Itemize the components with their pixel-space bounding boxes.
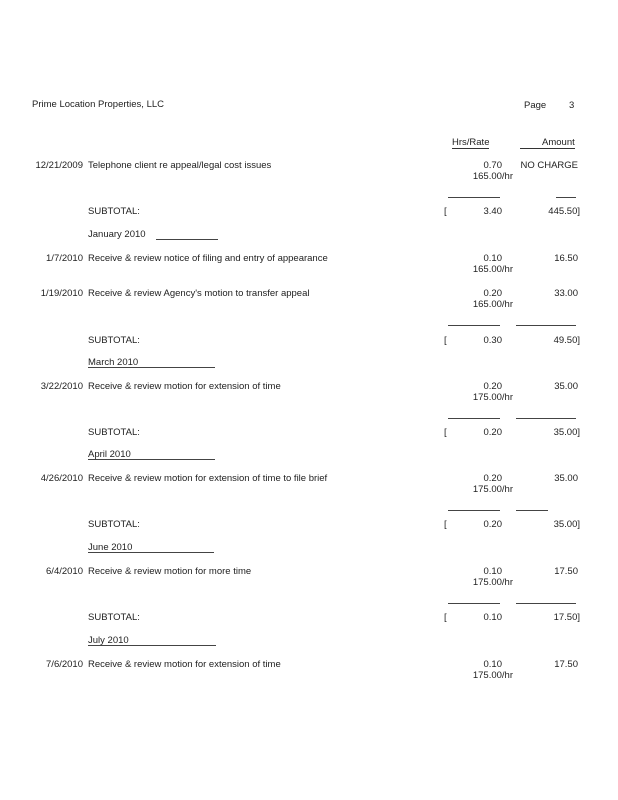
entry-description: Receive & review motion for extension of time [88, 381, 281, 392]
subtotal-amount: 445.50] [548, 206, 580, 217]
rule-line [88, 459, 215, 460]
entry-description: Receive & review notice of filing and entry of appearance [88, 253, 328, 264]
subtotal-hours: 0.30 [483, 335, 502, 346]
entry-rate: 175.00/hr [472, 392, 513, 403]
rule-line [88, 645, 216, 646]
entry-amount: 16.50 [554, 253, 578, 264]
entry-description: Receive & review motion for extension of time [88, 659, 281, 670]
column-header-hrs-rate: Hrs/Rate [452, 137, 490, 148]
rule-line [516, 603, 576, 604]
rule-line [448, 603, 500, 604]
subtotal-hours: 0.10 [483, 612, 502, 623]
subtotal-amount: 49.50] [553, 335, 580, 346]
subtotal-amount: 35.00] [553, 427, 580, 438]
subtotal-label: SUBTOTAL: [88, 206, 140, 217]
month-heading: January 2010 [88, 229, 146, 240]
subtotal-hours: 0.20 [483, 427, 502, 438]
month-heading: June 2010 [88, 542, 133, 553]
entry-description: Receive & review motion for more time [88, 566, 252, 577]
entry-hours: 0.20 [483, 381, 502, 392]
rule-line [88, 367, 215, 368]
rule-line [448, 197, 500, 198]
rule-line [556, 197, 576, 198]
entry-rate: 165.00/hr [472, 299, 513, 310]
entry-hours: 0.20 [483, 473, 502, 484]
entry-hours: 0.10 [483, 659, 502, 670]
rule-line [516, 510, 548, 511]
entry-amount: 33.00 [554, 288, 578, 299]
rule-line [448, 418, 500, 419]
subtotal-bracket: [ [444, 206, 447, 217]
rule-line [516, 325, 576, 326]
entry-amount: 17.50 [554, 659, 578, 670]
subtotal-label: SUBTOTAL: [88, 612, 140, 623]
entry-date: 12/21/2009 [35, 160, 83, 171]
subtotal-hours: 3.40 [483, 206, 502, 217]
entry-rate: 175.00/hr [472, 670, 513, 681]
entry-date: 1/7/2010 [46, 253, 83, 264]
rule-line [156, 239, 218, 240]
entry-hours: 0.10 [483, 253, 502, 264]
entry-amount: 35.00 [554, 473, 578, 484]
entry-hours: 0.70 [483, 160, 502, 171]
entry-date: 3/22/2010 [40, 381, 83, 392]
entry-description: Telephone client re appeal/legal cost issues [88, 160, 272, 171]
entry-hours: 0.10 [483, 566, 502, 577]
entry-amount: NO CHARGE [520, 160, 578, 171]
subtotal-label: SUBTOTAL: [88, 519, 140, 530]
rule-line [516, 418, 576, 419]
month-heading: April 2010 [88, 449, 131, 460]
subtotal-bracket: [ [444, 427, 447, 438]
entry-amount: 17.50 [554, 566, 578, 577]
subtotal-bracket: [ [444, 519, 447, 530]
subtotal-hours: 0.20 [483, 519, 502, 530]
entry-rate: 175.00/hr [472, 577, 513, 588]
subtotal-amount: 35.00] [553, 519, 580, 530]
subtotal-bracket: [ [444, 335, 447, 346]
subtotal-label: SUBTOTAL: [88, 427, 140, 438]
rule-line [448, 325, 500, 326]
entry-date: 1/19/2010 [40, 288, 83, 299]
rule-line [88, 552, 214, 553]
entry-description: Receive & review motion for extension of time to file brief [88, 473, 328, 484]
entry-rate: 175.00/hr [472, 484, 513, 495]
entry-date: 4/26/2010 [40, 473, 83, 484]
subtotal-amount: 17.50] [553, 612, 580, 623]
entry-hours: 0.20 [483, 288, 502, 299]
month-heading: March 2010 [88, 357, 139, 368]
rule-line [448, 510, 500, 511]
client-name: Prime Location Properties, LLC [32, 99, 165, 110]
entry-rate: 165.00/hr [472, 264, 513, 275]
page-label: Page [524, 100, 547, 111]
subtotal-label: SUBTOTAL: [88, 335, 140, 346]
entry-rate: 165.00/hr [472, 171, 513, 182]
entry-description: Receive & review Agency's motion to transfer appeal [88, 288, 310, 299]
entry-date: 6/4/2010 [46, 566, 83, 577]
month-heading: July 2010 [88, 635, 129, 646]
entry-amount: 35.00 [554, 381, 578, 392]
entry-date: 7/6/2010 [46, 659, 83, 670]
page-number: 3 [569, 100, 575, 111]
column-header-amount: Amount [520, 137, 575, 149]
subtotal-bracket: [ [444, 612, 447, 623]
